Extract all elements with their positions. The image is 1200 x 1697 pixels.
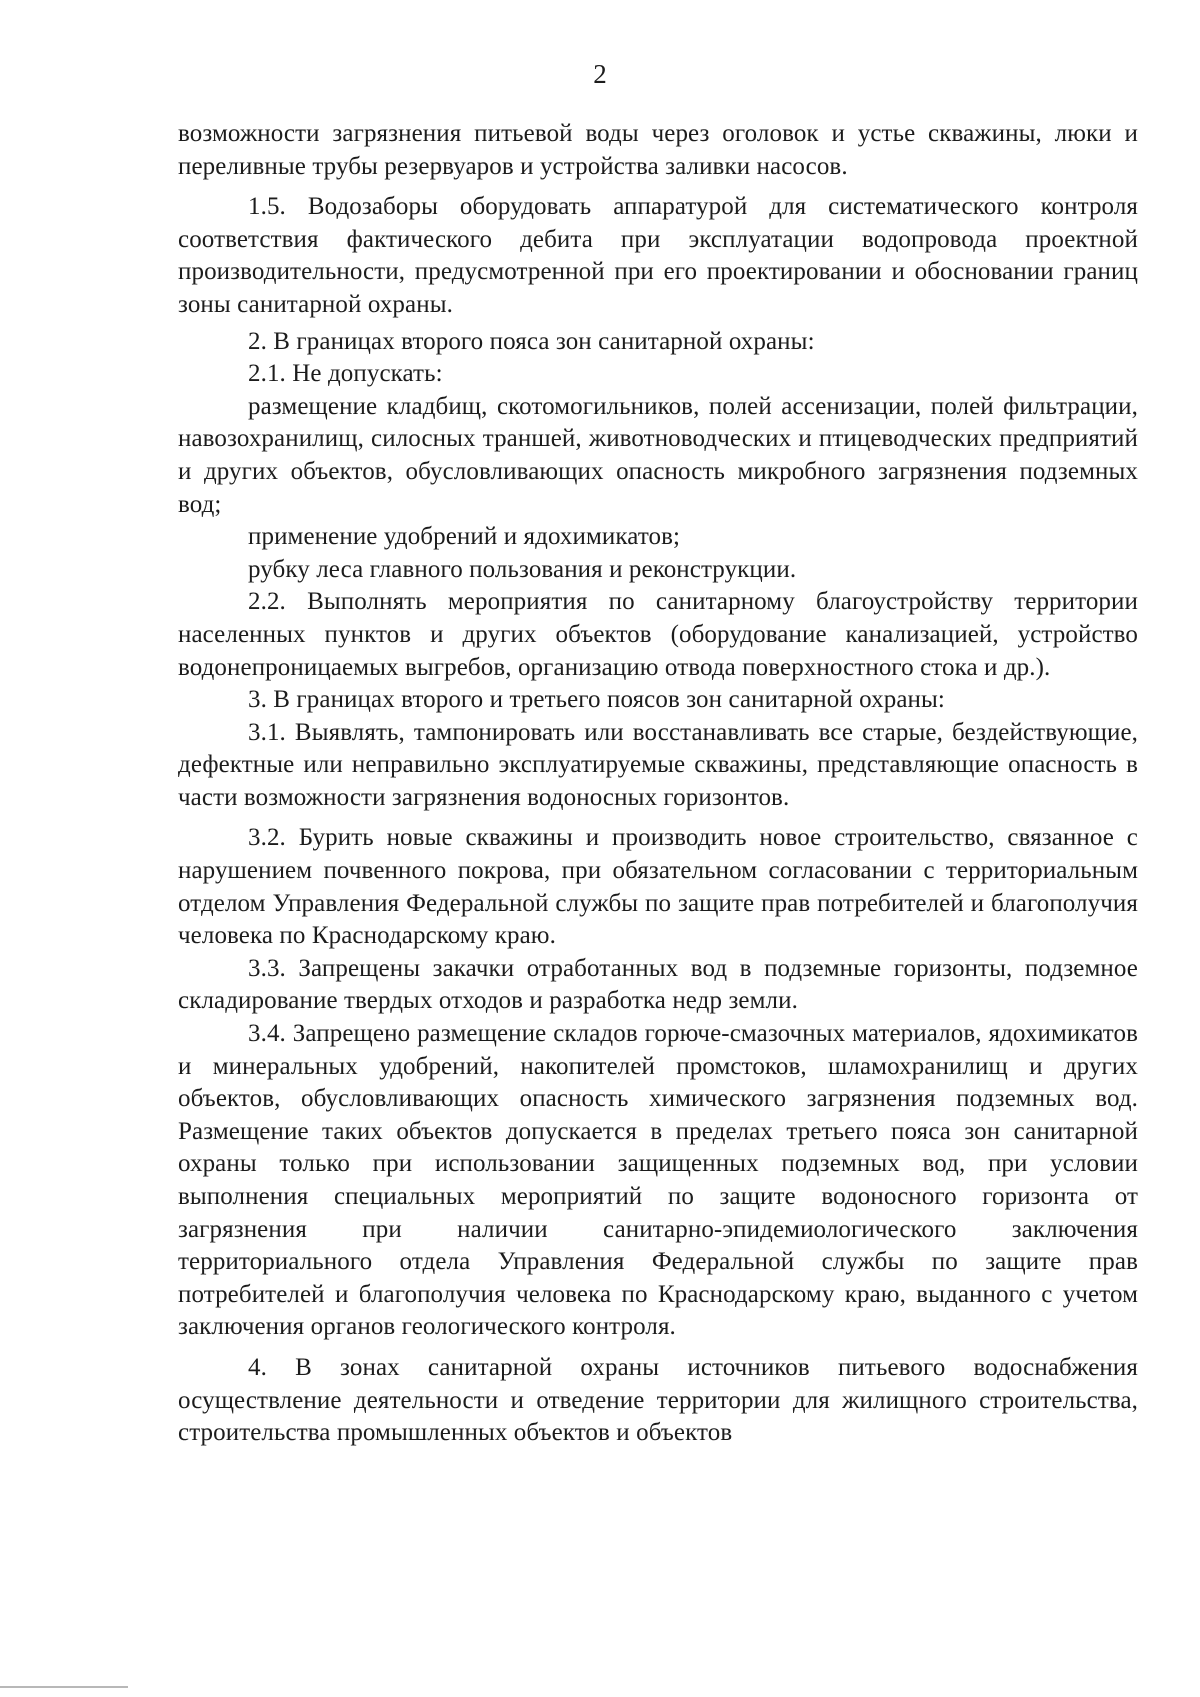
paragraph-3: 3. В границах второго и третьего поясов зон санитарной охраны: (248, 686, 945, 714)
paragraph-2-1: 2.1. Не допускать: (248, 360, 443, 388)
paragraph-2: 2. В границах второго пояса зон санитарной охраны: (248, 327, 815, 355)
scan-edge-mark (0, 1686, 128, 1688)
document-body (178, 118, 1138, 1450)
paragraph-3-4: 3.4. Запрещено размещение складов горюче-смазочных материалов, ядохимикатов и минеральных удобрений, накопителей промстоков, шламохранилищ и других объектов, обусловливающих опасность химического загрязнения подземных вод. Размещение таких объектов допускается в пределах третьего пояса зон санитарной охраны только при использовании защищенных подземных вод, при условии выполнения специальных мероприятий по защите водоносного горизонта от загрязнения при наличии санитарно-эпидемиологического заключения территориального отдела Управления Федеральной службы по защите прав потребителей и благополучия человека по Краснодарскому краю, выданного с учетом заключения органов геологического контроля. (178, 1020, 1138, 1341)
paragraph-2-1-item-fertilizers: применение удобрений и ядохимикатов; (248, 523, 681, 551)
paragraph-3-2: 3.2. Бурить новые скважины и производить новое строительство, связанное с нарушением почвенного покрова, при обязательном согласовании с территориальным отделом Управления Федеральной службы по защите прав потребителей и благополучия человека по Краснодарскому краю. (178, 824, 1138, 950)
paragraph-4: 4. В зонах санитарной охраны источников питьевого водоснабжения осуществление деятельности и отведение территории для жилищного строительства, строительства промышленных объектов и объектов (178, 1353, 1138, 1447)
paragraph-2-2: 2.2. Выполнять мероприятия по санитарному благоустройству территории населенных пунктов и других объектов (оборудование канализацией, устройство водонепроницаемых выгребов, организацию отвода поверхностного стока и др.). (178, 588, 1138, 681)
paragraph-1-5: 1.5. Водозаборы оборудовать аппаратурой для систематического контроля соответствия фактического дебита при эксплуатации водопровода проектной производительности, предусмотренной при его проектировании и обосновании границ зоны санитарной охраны. (178, 193, 1138, 318)
paragraph-3-1: 3.1. Выявлять, тампонировать или восстанавливать все старые, бездействующие, дефектные или неправильно эксплуатируемые скважины, представляющие опасность в части возможности загрязнения водоносных горизонтов. (178, 718, 1138, 811)
paragraph-2-1-item-logging: рубку леса главного пользования и реконструкции. (248, 555, 797, 583)
paragraph-continuation: возможности загрязнения питьевой воды через оголовок и устье скважины, люки и переливные трубы резервуаров и устройства заливки насосов. (178, 120, 1138, 180)
paragraph-2-1-item-cemeteries: размещение кладбищ, скотомогильников, полей ассенизации, полей фильтрации, навозохранилищ, силосных траншей, животноводческих и птицеводческих предприятий и других объектов, обусловливающих опасность микробного загрязнения подземных вод; (178, 392, 1138, 518)
paragraph-3-3: 3.3. Запрещены закачки отработанных вод в подземные горизонты, подземное складирование твердых отходов и разработка недр земли. (178, 954, 1138, 1015)
page-number: 2 (593, 59, 607, 89)
